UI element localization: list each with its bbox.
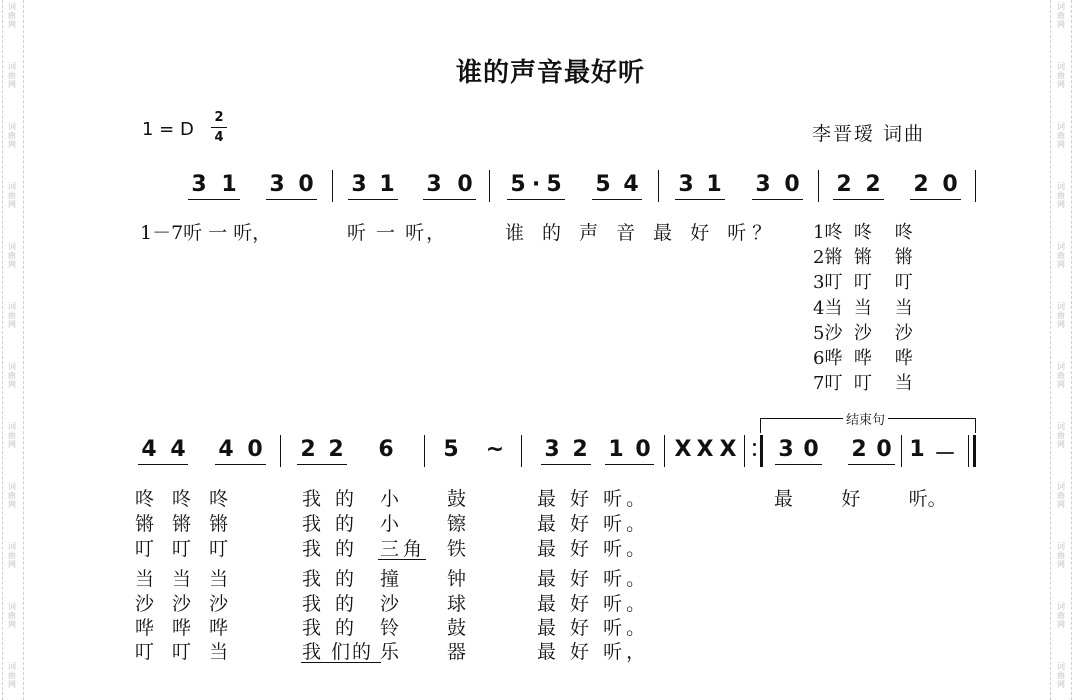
lyric-c3: 铃 [380, 617, 400, 639]
note: 2 [300, 437, 316, 462]
note: 2 [328, 437, 344, 462]
lyric-c4: 球 [447, 593, 467, 615]
note: 0 [298, 172, 314, 197]
note: 0 [876, 437, 892, 462]
watermark-text: 词 曲 网 [1057, 662, 1065, 689]
note: · [531, 172, 541, 197]
watermark-text: 词 曲 网 [8, 182, 16, 209]
left-watermark-strip [2, 0, 24, 700]
watermark-text: 词 曲 网 [1057, 182, 1065, 209]
lyric-line-1a: 1－7听 一 听， [140, 222, 272, 244]
note: 0 [942, 172, 958, 197]
note: 0 [247, 437, 263, 462]
note: 1 [706, 172, 722, 197]
song-title: 谁的声音最好听 [456, 58, 646, 88]
verse-item: 3叮 叮 叮 [813, 272, 913, 294]
lyric-c3: 沙 [380, 593, 400, 615]
note: 2 [865, 172, 881, 197]
watermark-text: 词 曲 网 [8, 122, 16, 149]
note: 2 [572, 437, 588, 462]
note: 3 [544, 437, 560, 462]
note: 3 [191, 172, 207, 197]
note: 1 [379, 172, 395, 197]
note: X [696, 437, 714, 462]
note: － [934, 442, 957, 467]
note: X [719, 437, 737, 462]
lyric-c1: 叮 叮 当 [135, 641, 235, 663]
lyric-c1: 沙 沙 沙 [135, 593, 235, 615]
note: 5 [443, 437, 459, 462]
lyric-c2: 我 的 [302, 568, 359, 590]
lyric-c2: 我 的 [302, 538, 359, 560]
ending-lyric: 最 好 听。 [774, 488, 947, 510]
verse-item: 2锵 锵 锵 [813, 247, 913, 269]
lyric-c1: 哗 哗 哗 [135, 617, 235, 639]
lyric-c4: 铁 [447, 538, 467, 560]
author-credit: 李晋瑷 词曲 [812, 123, 926, 145]
verse-item: 5沙 沙 沙 [813, 322, 913, 344]
note: 3 [678, 172, 694, 197]
watermark-text: 词 曲 网 [1057, 362, 1065, 389]
lyric-c2: 我 的 [302, 513, 359, 535]
watermark-text: 词 曲 网 [1057, 542, 1065, 569]
watermark-text: 词 曲 网 [8, 62, 16, 89]
lyric-c4: 器 [447, 641, 467, 663]
verse-list [813, 220, 913, 396]
watermark-text: 词 曲 网 [8, 482, 16, 509]
note: 3 [351, 172, 367, 197]
verse-item: 7叮 叮 当 [813, 373, 913, 395]
note: 6 [378, 437, 394, 462]
lyric-c1: 当 当 当 [135, 568, 235, 590]
lyric-c3: 三角 [380, 538, 427, 560]
lyric-c4: 钟 [447, 568, 467, 590]
note: 3 [778, 437, 794, 462]
lyric-c4: 镲 [447, 513, 467, 535]
note: 2 [913, 172, 929, 197]
lyric-c3: 乐 [380, 641, 400, 663]
watermark-text: 词 曲 网 [1057, 62, 1065, 89]
lyric-c2: 我 们的 [302, 641, 374, 663]
watermark-text: 词 曲 网 [8, 542, 16, 569]
note: 3 [755, 172, 771, 197]
note: 3 [269, 172, 285, 197]
note: 1 [909, 437, 925, 462]
watermark-text: 词 曲 网 [8, 422, 16, 449]
lyric-c5: 最 好 听。 [537, 593, 650, 615]
lyric-c5: 最 好 听。 [537, 568, 650, 590]
lyric-c5: 最 好 听。 [537, 617, 650, 639]
watermark-text: 词 曲 网 [8, 362, 16, 389]
verse-item: 6哗 哗 哗 [813, 348, 913, 370]
watermark-text: 词 曲 网 [1057, 2, 1065, 29]
lyric-c5: 最 好 听。 [537, 538, 650, 560]
note: 1 [608, 437, 624, 462]
ending-label: 结束句 [843, 409, 888, 428]
lyric-c4: 鼓 [447, 617, 467, 639]
note: 0 [457, 172, 473, 197]
lyric-c5: 最 好 听。 [537, 488, 650, 510]
watermark-text: 词 曲 网 [1057, 602, 1065, 629]
key-signature: 1 = D [142, 119, 194, 140]
note: ~ [485, 437, 505, 462]
note: 0 [784, 172, 800, 197]
watermark-text: 词 曲 网 [1057, 242, 1065, 269]
lyric-c2: 我 的 [302, 593, 359, 615]
note: 4 [623, 172, 639, 197]
watermark-text: 词 曲 网 [8, 302, 16, 329]
note: 5 [595, 172, 611, 197]
lyric-c3: 小 [380, 488, 400, 510]
note: 2 [851, 437, 867, 462]
watermark-text: 词 曲 网 [8, 602, 16, 629]
note: 4 [170, 437, 186, 462]
time-signature [209, 110, 229, 145]
note: 3 [426, 172, 442, 197]
note: 4 [218, 437, 234, 462]
note: 2 [836, 172, 852, 197]
lyric-c1: 锵 锵 锵 [135, 513, 235, 535]
verse-item: 1咚 咚 咚 [813, 222, 913, 243]
watermark-text: 词 曲 网 [8, 662, 16, 689]
lyric-c2: 我 的 [302, 488, 359, 510]
watermark-text: 词 曲 网 [1057, 482, 1065, 509]
watermark-text: 词 曲 网 [8, 2, 16, 29]
lyric-c2: 我 的 [302, 617, 359, 639]
time-denominator: 4 [214, 130, 224, 145]
note: 1 [221, 172, 237, 197]
lyric-c5: 最 好 听。 [537, 513, 650, 535]
verse-item: 4当 当 当 [813, 297, 913, 319]
note: 4 [141, 437, 157, 462]
note: 0 [635, 437, 651, 462]
lyric-c3: 撞 [380, 568, 400, 590]
lyric-c1: 叮 叮 叮 [135, 538, 235, 560]
note: 5 [546, 172, 562, 197]
watermark-text: 词 曲 网 [1057, 422, 1065, 449]
lyric-line-1c: 谁 的 声 音 最 好 听？ [505, 222, 778, 244]
note: 5 [510, 172, 526, 197]
right-watermark-strip [1050, 0, 1072, 700]
lyric-c4: 鼓 [447, 488, 467, 510]
lyric-c3: 小 [380, 513, 400, 535]
watermark-text: 词 曲 网 [1057, 302, 1065, 329]
time-numerator: 2 [214, 110, 224, 125]
lyric-c5: 最 好 听， [537, 641, 650, 663]
lyric-c1: 咚 咚 咚 [135, 488, 235, 510]
note: 0 [803, 437, 819, 462]
watermark-text: 词 曲 网 [8, 242, 16, 269]
lyric-line-1b: 听 一 听， [347, 222, 448, 244]
watermark-text: 词 曲 网 [1057, 122, 1065, 149]
note: X [674, 437, 692, 462]
